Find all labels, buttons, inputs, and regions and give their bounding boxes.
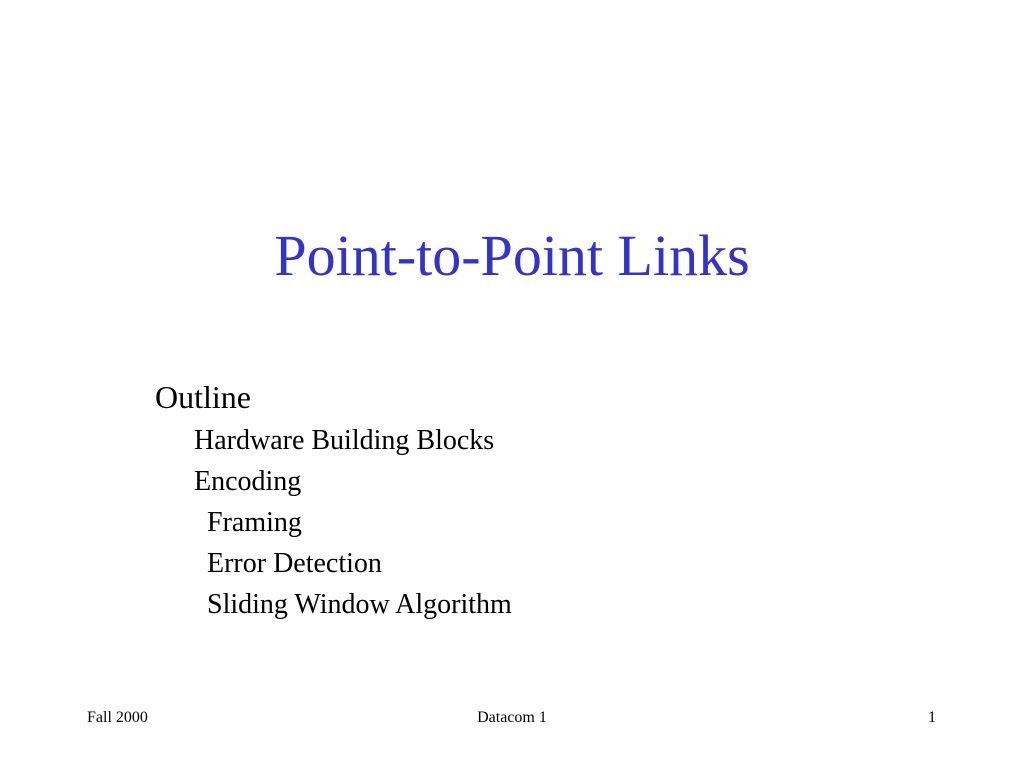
outline-item-error-detection: Error Detection (207, 548, 382, 579)
footer-date: Fall 2000 (87, 709, 148, 726)
footer-course: Datacom 1 (477, 709, 547, 726)
outline-item-encoding: Encoding (194, 466, 302, 497)
footer-page-number: 1 (928, 709, 936, 726)
outline-item-sliding-window-algorithm: Sliding Window Algorithm (207, 589, 512, 620)
outline-item-hardware-building-blocks: Hardware Building Blocks (194, 425, 495, 456)
outline-item-framing: Framing (207, 507, 302, 538)
slide-title: Point-to-Point Links (274, 223, 750, 288)
outline-heading: Outline (155, 379, 251, 415)
